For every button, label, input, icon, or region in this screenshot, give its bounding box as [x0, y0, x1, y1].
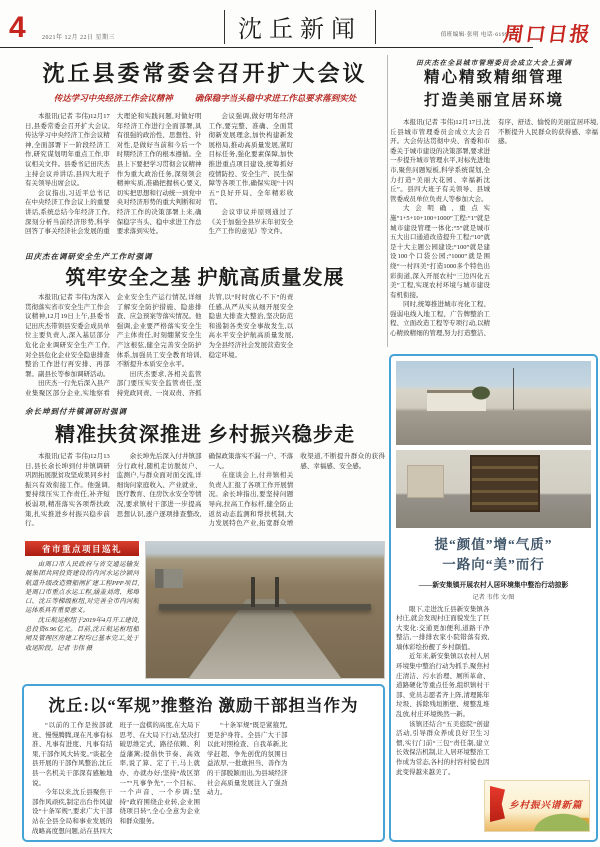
main-subtitle-left: 传达学习中央经济工作会议精神 — [53, 93, 173, 103]
village-street-photo-2 — [396, 450, 591, 528]
page-date: 2021年 12月 22日 星期三 — [42, 35, 116, 41]
photo-tower — [251, 577, 255, 607]
main-subtitle — [25, 92, 385, 104]
beauty-headline-line2: 一路向“美”而行 — [442, 557, 545, 573]
city-headline-line1: 精心精致精细管理 — [423, 69, 564, 86]
city-article-body: 本报讯(记者 韦伟)12月17日,沈丘县城市管理委员会成立大会召开。大会传达贯彻中央、省委和市委关于城市建设的决策部署,要求进一步提升城市管理水平,对标先进地市,聚焦问题短板,科学系统谋划,全力打造“美丽大花园、幸福新沈丘”。县四大班子有关领导、县城管委成员单位负责人等参加大会。 大会明确,重点实施“1+5+10+100+1000”工程:“1”就是城市建设管理一体化;“5”就是城市五大出口通道改造提升工程;“10”就是十大主题公园建设;“100”就是建设100个口袋公园;“1000”就是围绕“一村四美”打造1000多个特色出彩街道,深入开展农村“三边四化五美”工程,实现农村环境与城市建设有机衔接。 同时,统筹推进城市亮化工程、强弱电线入地工程、广告牌整治工程、立面改造工程等专项行动,以精心精致精细的管理,努力打造整洁、有序、舒适、愉悦的美丽宜居环境,不断提升人民群众的获得感、幸福感。 — [390, 119, 598, 338]
column-divider — [387, 55, 388, 347]
village-street-photo-1 — [396, 361, 591, 445]
page-number: 4 — [9, 11, 26, 44]
project-banner: 省市重点项目巡礼 — [25, 541, 139, 556]
masthead-logo: 周口日报 — [502, 24, 594, 46]
safety-headline: 筑牢安全之基 护航高质量发展 — [65, 267, 345, 289]
editor-line: 值班编辑·张明 电话·6199503 — [440, 32, 518, 38]
beauty-headline — [396, 535, 591, 576]
photo-buildings — [155, 569, 184, 588]
discipline-article-box — [22, 684, 385, 842]
discipline-headline: 沈丘:以“军规”推整治 激励干部担当作为 — [48, 696, 359, 715]
beauty-headline-line1: 提“颜值”增“气质” — [434, 537, 553, 552]
photo-tree — [470, 385, 492, 401]
project-strip — [25, 541, 385, 679]
header-rule — [0, 47, 533, 48]
photo-shop-front — [470, 455, 540, 513]
beauty-article-body: 眼下,走进沈丘县新安集镇各村庄,就会发现村庄面貌发生了巨大变化:交通更加便利,道路干净整洁,一排排农家小院错落有致,墙体彩绘扮靓了乡村颜值。 近年来,新安集镇以农村人居环境集中整治行动为抓手,聚焦村庄清洁、污水治理、厕所革命、道路硬化等重点任务,组织镇村干部、党员志愿者齐上阵,清理陈年垃圾、拆除残垣断壁、规整乱堆乱放,村庄环境焕然一新。 该镇还结合“五美庭院”创建活动,引导群众养成良好卫生习惯,实行门前“三包”责任制,建立长效保洁机制,让人居环境整治工作成为常态,各村的村容村貌也因此变得越来越美了。 — [396, 605, 490, 776]
city-headline-line2: 打造美丽宜居环境 — [423, 92, 564, 110]
photo-utility-pole — [513, 368, 514, 410]
title-bar-right — [375, 10, 376, 44]
main-subtitle-right: 确保稳字当头稳中求进工作总要求落到实处 — [194, 93, 357, 103]
city-headline — [390, 66, 598, 113]
main-headline: 沈丘县委常委会召开扩大会议 — [42, 61, 368, 86]
photo-ship-lock — [188, 599, 342, 679]
photo-wall-painting — [408, 466, 443, 497]
project-caption: 由周口市人民政府与省交通运输发展集团共同投资建设的内河水运沙颍河航道升级改造暨船闸扩建工程PPP项目,是周口市重点水运工程,涵盖刘湾、郑埠口、沈丘等梯级枢纽,对完善全市内河航运体系具有重要意义。 沈丘航运枢纽于2019年4月开工建设,总投资6.96亿元。目前,沈丘航运枢纽船闸及管理区房建工程均已基本完工,处于收尾阶段。记者 韦伟 摄 — [25, 561, 139, 652]
photo-tower — [275, 577, 279, 607]
rural-revitalization-banner — [484, 780, 590, 832]
discipline-article-body: “以前的工作是按部就班、慢慢腾腾,现在凡事有标准、凡事有进度、凡事有结果,干部作风大转变。”谈起全县开展的干部作风整治,沈丘县一名机关干部深有感触地说。 今年以来,沈丘县聚焦干部作风顽疾,制定出台作风建设“十条军规”,要求广大干部站在全县全局和事业发展的战略高度想问题,站在县四大班子一盘棋的高度,在大局下思考、在大局下行动,坚决打破思维定式、路径依赖、利益藩篱;提倡快节奏、高效率,说了算、定了干,马上就办、办就办好;坚持“战区第一”“凡事争先”,一个目标、一个声音、一个步调;坚持“政府围绕企业转,企业围绕项目转”,全心全意为企业和群众服务。 “十条军规”既是紧箍咒,更是护身符。全县广大干部以此对照检查、自我革新,比学赶超、争先创优的氛围日益浓厚,一批敢担当、善作为的干部脱颖而出,为县域经济社会高质量发展注入了强劲动力。 — [32, 722, 288, 835]
photo-bridge — [159, 604, 370, 610]
city-kicker: 田庆杰在全县城市管理委员会成立大会上强调 — [416, 60, 572, 67]
beauty-subtitle: ——新安集镇开展农村人居环境集中整治行动掠影 — [418, 581, 569, 589]
rural-headline: 精准扶贫深推进 乡村振兴稳步走 — [55, 424, 355, 446]
main-article-body: 本报讯(记者 韦伟)12月17日,县委常委会召开扩大会议,传达学习中央经济工作会议精神,全面部署下一阶段经济工作,研究谋划明年重点工作,审议相关文件。县委书记田庆杰主持会议并讲话,县四大班子有关领导出席会议。 会议指出,习近平总书记在中央经济工作会议上的重要讲话,系统总结今年经济工作,深刻分析当前经济形势,科学回答了事关经济社会发展的重大理论和实践问题,对做好明年经济工作进行全面部署,具有很强的政治性、思想性、针对性,是做好当前和今后一个时期经济工作的根本遵循。全县上下要把学习贯彻会议精神作为重大政治任务,深刻领会精神实质,准确把握核心要义,切实把思想和行动统一到党中央对经济形势的重大判断和对经济工作的决策部署上来,确保稳字当头、稳中求进工作总要求落到实处。 会议强调,做好明年经济工作,要完整、准确、全面贯彻新发展理念,加快构建新发展格局,推动高质量发展,紧盯目标任务,强化要素保障,加快推进重点项目建设,统筹抓好疫情防控、安全生产、民生保障等各项工作,确保实现“十四五”良好开局、全年精彩收官。 会议审议并原则通过了《关于加强全县岁末年初安全生产工作的意见》等文件。 — [25, 113, 294, 236]
aerial-construction-photo — [145, 541, 385, 679]
red-flag-graphic — [490, 786, 505, 822]
banner-text: 乡村振兴谱新篇 — [509, 801, 583, 811]
section-title — [218, 9, 382, 44]
safety-kicker: 田庆杰在调研安全生产工作时强调 — [25, 252, 153, 261]
rural-kicker: 余长坤到付井镇调研时强调 — [25, 407, 127, 416]
beauty-byline: 记者 韦伟 文/图 — [472, 593, 515, 601]
section-title-text: 沈丘新闻 — [238, 17, 362, 43]
project-left-column — [25, 541, 139, 679]
safety-article-body: 本报讯(记者 韦伟)为深入贯彻落实省市安全生产工作会议精神,12月19日上午,县委书记田庆杰带领县安委会成员单位主要负责人,深入基层部分危化企业调研安全生产工作,对全县危化企业安全隐患排查整治工作进行再安排、再部署。副县长等参加调研活动。 田庆杰一行先后深入县产业集聚区部分企业,实地察看企业安全生产运行情况,详细了解安全防护措施、隐患排查、应急预案等落实情况。他强调,企业要严格落实安全生产主体责任,时刻绷紧安全生产这根弦,健全完善安全防护体系,加强员工安全教育培训,不断提升本质安全水平。 田庆杰要求,各相关监管部门要压实安全监管责任,坚持党政同责、一岗双责、齐抓共管,以“时时放心不下”的责任感,从严从实从细开展安全隐患大排查大整治,坚决防范和遏制各类安全事故发生,以高水平安全护航高质量发展,为全县经济社会发展营造安全稳定环境。 — [25, 294, 294, 397]
rural-article-body: 本报讯(记者 韦伟)12月13日,县长余长坤到付井镇调研巩固拓展脱贫攻坚成果同乡村振兴有效衔接工作。他强调,要持续压实工作责任,补齐短板弱项,精准落实各项帮扶政策,扎实推进乡村振兴稳步前行。 余长坤先后深入付井镇部分行政村,随机走访脱贫户、监测户,与群众面对面交流,详细询问家庭收入、产业就业、医疗教育、住房饮水安全等情况,要求镇村干部进一步提高思想认识,逐户逐项排查整改,确保政策落实不漏一户、不落一人。 在座谈会上,付井镇相关负责人汇报了各项工作开展情况。余长坤指出,要坚持问题导向,拉高工作标杆,健全防止返贫动态监测和帮扶机制,大力发展特色产业,拓宽群众增收渠道,不断提升群众的获得感、幸福感、安全感。 — [25, 453, 385, 528]
beauty-article-box — [389, 354, 598, 842]
title-bar-left — [224, 10, 225, 44]
